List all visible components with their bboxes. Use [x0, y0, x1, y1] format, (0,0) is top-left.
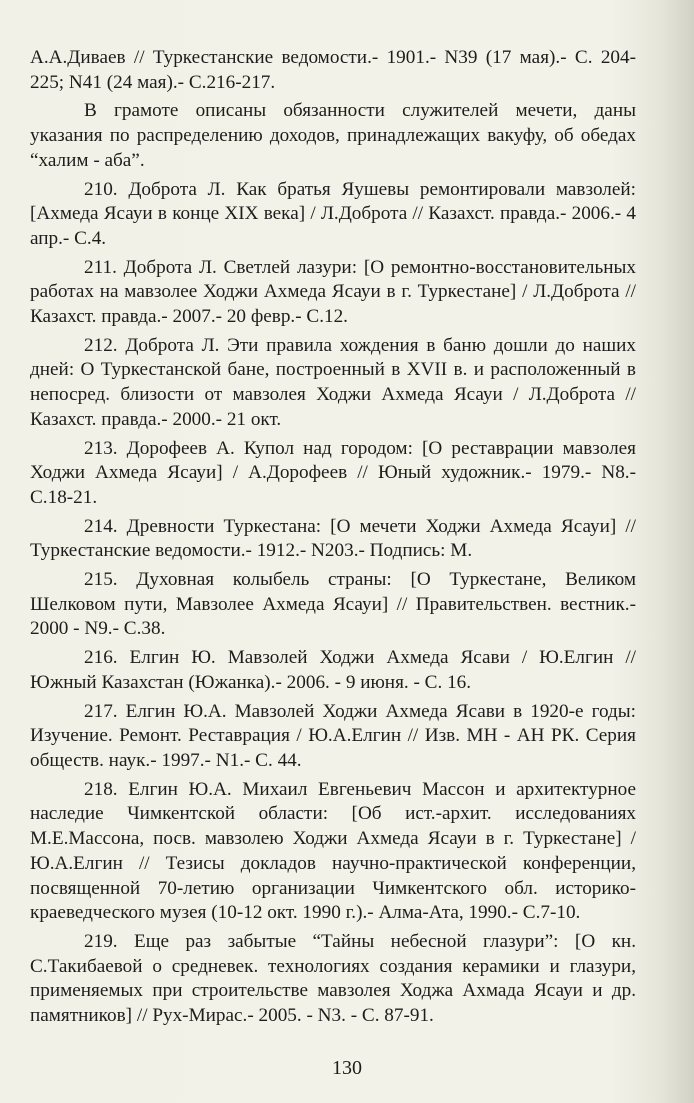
bibliography-entry-211: 211. Доброта Л. Светлей лазури: [О ремонтно-восстановительных работах на мавзолее Ходжи Ахмеда Ясауи в г. Туркестане] / Л.Доброта // Казахст. правда.- 2007.- 20 февр.- С.12.	[30, 256, 636, 328]
bibliography-entry-216: 216. Елгин Ю. Мавзолей Ходжи Ахмеда Ясави / Ю.Елгин // Южный Казахстан (Южанка).- 2006. - 9 июня. - С. 16.	[30, 647, 636, 693]
bibliography-entry-210: 210. Доброта Л. Как братья Яушевы ремонтировали мавзолей: [Ахмеда Ясауи в конце XIX века] / Л.Доброта // Казахст. правда.- 2006.- 4 апр.- С.4.	[30, 178, 636, 249]
bibliography-entry-212: 212. Доброта Л. Эти правила хождения в баню дошли до наших дней: О Туркестанской бане, построенный в XVII в. и расположенный в непосред. близости от мавзолея Ходжи Ахмеда Ясауи / Л.Доброта // Казахст. правда.- 2000.- 21 окт.	[30, 334, 636, 430]
bibliography-entry-214: 214. Древности Туркестана: [О мечети Ходжи Ахмеда Ясауи] // Туркестанские ведомости.- 1912.- N203.- Подпись: М.	[30, 515, 636, 562]
bibliography-entry-213: 213. Дорофеев А. Купол над городом: [О реставрации мавзолея Ходжи Ахмеда Ясауи] / А.Дорофеев // Юный художник.- 1979.- N8.- С.18-21.	[30, 437, 636, 508]
bibliography-entry-217: 217. Елгин Ю.А. Мавзолей Ходжи Ахмеда Ясави в 1920-е годы: Изучение. Ремонт. Реставрация / Ю.А.Елгин // Изв. МН - АН РК. Серия обществ. наук.- 1997.- N1.- С. 44.	[30, 700, 636, 771]
bibliography-text	[30, 46, 636, 1033]
entry-continuation: А.А.Диваев // Туркестанские ведомости.- 1901.- N39 (17 мая).- С. 204-225; N41 (24 мая).- С.216-217.	[30, 47, 636, 93]
bibliography-entry-219: 219. Еще раз забытые “Тайны небесной глазури”: [О кн. С.Такибаевой о средневек. технологиях создания керамики и глазури, применяемых при строительстве мавзолея Ходжа Ахмада Ясауи и др. памятников] // Рух-Мирас.- 2005. - N3. - С. 87-91.	[30, 930, 636, 1027]
bibliography-entry-218: 218. Елгин Ю.А. Михаил Евгеньевич Массон и архитектурное наследие Чимкентской области: [Об ист.-архит. исследованиях М.Е.Массона, посв. мавзолею Ходжи Ахмеда Ясауи в г. Туркестане] / Ю.А.Елгин // Тезисы докладов научно-практической конференции, посвященной 70-летию организации Чимкентского обл. историко-краеведческого музея (10-12 окт. 1990 г.).- Алма-Ата, 1990.- С.7-10.	[30, 778, 636, 924]
entry-annotation: В грамоте описаны обязанности служителей мечети, даны указания по распределению доходов, принадлежащих вакуфу, об обедах “халим - аба”.	[30, 100, 636, 171]
bibliography-entry-215: 215. Духовная колыбель страны: [О Туркестане, Великом Шелковом пути, Мавзолее Ахмеда Ясауи] // Правительствен. вестник.- 2000 - N9.- С.38.	[30, 569, 636, 640]
page-number: 130	[332, 1057, 362, 1079]
